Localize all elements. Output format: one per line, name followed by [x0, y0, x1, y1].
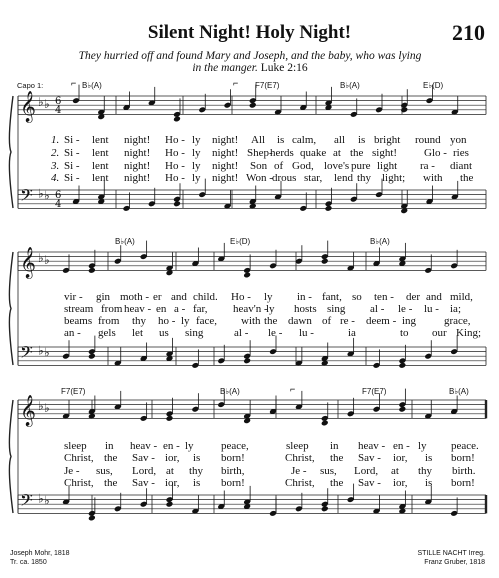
lyric-syllable: Christ, — [285, 452, 315, 464]
key-signature-flat: ♭ — [44, 188, 50, 203]
lyric-syllable: light; — [382, 172, 406, 184]
key-signature-flat: ♭ — [44, 493, 50, 508]
lyric-syllable: ior, — [165, 452, 180, 464]
lyric-syllable: born! — [221, 477, 245, 489]
verse-number: 3. — [51, 160, 60, 172]
lyric-syllable: en - — [393, 440, 410, 452]
chord-symbol: B♭(A) — [220, 387, 240, 396]
lyric-syllable: lu - — [299, 327, 314, 339]
lyric-syllable: Ho - — [165, 160, 185, 172]
lyric-syllable: the — [330, 452, 344, 464]
lyric-syllable: Glo - — [424, 147, 447, 159]
capo-label: Capo 1: — [17, 81, 44, 90]
lyric-syllable: in — [330, 440, 339, 452]
lyric-syllable: calm, — [292, 134, 317, 146]
lyric-syllable: at — [391, 465, 399, 477]
chord-symbol: F7(E7) — [255, 81, 280, 90]
lyric-syllable: night! — [212, 147, 239, 159]
lyric-syllable: night! — [212, 172, 239, 184]
credit-author-line2: Tr. ca. 1850 — [10, 559, 47, 566]
key-signature-flat: ♭ — [38, 343, 44, 358]
lyric-syllable: and — [426, 291, 442, 303]
lyric-syllable: light — [377, 160, 398, 172]
key-signature-flat: ♭ — [38, 398, 44, 413]
notehead — [88, 353, 96, 360]
lyric-syllable: our — [432, 327, 447, 339]
notehead — [88, 267, 96, 274]
lyric-syllable: Ho - — [165, 134, 185, 146]
lyric-syllable: en - — [163, 440, 180, 452]
lyric-syllable: fant, — [322, 291, 342, 303]
notehead — [88, 515, 96, 522]
lyric-syllable: born! — [451, 477, 475, 489]
notehead — [321, 420, 329, 427]
lyric-syllable: lent — [92, 172, 109, 184]
lyric-syllable: ly — [192, 147, 201, 159]
lyric-line — [0, 134, 499, 146]
lyric-syllable: Christ, — [64, 452, 94, 464]
notehead — [166, 501, 174, 508]
lyric-syllable: is — [425, 452, 433, 464]
lyric-syllable: sleep — [286, 440, 309, 452]
lyric-syllable: face, — [196, 315, 218, 327]
lyric-syllable: night! — [124, 147, 151, 159]
key-signature-flat: ♭ — [38, 491, 44, 506]
chord-symbol: B♭(A) — [82, 81, 102, 90]
lyric-syllable: Si - — [64, 160, 80, 172]
lyric-syllable: en — [156, 303, 167, 315]
lyric-syllable: heav - — [124, 303, 152, 315]
key-signature-flat: ♭ — [38, 94, 44, 109]
lyric-syllable: sleep — [64, 440, 87, 452]
chord-symbol: E♭(D) — [230, 237, 251, 246]
lyric-syllable: with — [241, 315, 261, 327]
lyric-syllable: us — [159, 327, 169, 339]
lyric-syllable: sight! — [372, 147, 398, 159]
lyric-syllable: star, — [304, 172, 323, 184]
lyric-syllable: lent — [92, 147, 109, 159]
lyric-syllable: lent — [92, 160, 109, 172]
lyric-syllable: is — [193, 452, 201, 464]
epigraph-line2: in the manger. — [192, 62, 258, 74]
credit-author — [10, 549, 70, 567]
lyric-syllable: the — [350, 147, 364, 159]
lyric-syllable: yon — [450, 134, 467, 146]
lyric-syllable: the — [330, 477, 344, 489]
lyric-syllable: beams — [64, 315, 93, 327]
lyric-syllable: Sav - — [132, 452, 155, 464]
lyric-syllable: ries — [453, 147, 469, 159]
lyric-line — [0, 465, 499, 477]
epigraph-line1: They hurried off and found Mary and Joseph, and the baby, who was lying — [78, 50, 422, 62]
lyric-syllable: thy — [418, 465, 433, 477]
lyric-syllable: a - — [174, 303, 186, 315]
lyric-line — [0, 172, 499, 184]
lyric-syllable: ly — [185, 440, 194, 452]
chord-symbol: E♭(D) — [423, 81, 444, 90]
lyric-syllable: thy — [189, 465, 204, 477]
notehead — [398, 362, 406, 369]
verse-number: 4. — [51, 172, 60, 184]
lyric-syllable: round — [415, 134, 441, 146]
lyric-syllable: ly — [192, 134, 201, 146]
lyric-syllable: Shep- — [247, 147, 273, 159]
lyric-syllable: hosts — [294, 303, 317, 315]
lyric-syllable: at — [333, 147, 341, 159]
lyric-syllable: peace. — [451, 440, 479, 452]
lyric-syllable: ior, — [165, 477, 180, 489]
notehead — [243, 357, 251, 364]
lyric-syllable: an - — [64, 327, 81, 339]
lyric-syllable: Je - — [291, 465, 307, 477]
lyric-syllable: of — [274, 160, 284, 172]
lyric-syllable: diant — [450, 160, 472, 172]
lyric-syllable: with — [423, 172, 443, 184]
lyric-syllable: deem - — [366, 315, 397, 327]
bass-clef: 𝄢 — [20, 342, 33, 366]
lyric-syllable: from — [98, 315, 120, 327]
lyric-syllable: Won - — [246, 172, 273, 184]
verse-number: 1. — [51, 134, 60, 146]
key-signature-flat: ♭ — [44, 345, 50, 360]
lyric-syllable: Ho - — [165, 147, 185, 159]
lyric-syllable: ia; — [450, 303, 461, 315]
lyric-syllable: and — [171, 291, 187, 303]
lyric-syllable: lu - — [424, 303, 439, 315]
lyric-syllable: vir - — [64, 291, 83, 303]
lyric-syllable: Sav - — [358, 452, 381, 464]
lyric-syllable: birth, — [221, 465, 245, 477]
chord-symbol: B♭(A) — [370, 237, 390, 246]
lyric-syllable: ly — [418, 440, 427, 452]
lyric-syllable: Christ, — [285, 477, 315, 489]
lyric-syllable: All — [251, 134, 266, 146]
lyric-syllable: sing — [185, 327, 204, 339]
notehead — [321, 258, 329, 265]
notehead — [173, 200, 181, 207]
lyric-syllable: herds — [270, 147, 294, 159]
lyric-syllable: ia — [348, 327, 356, 339]
lyric-line — [0, 452, 499, 464]
lyric-syllable: is — [277, 134, 285, 146]
epigraph-reference: Luke 2:16 — [260, 62, 308, 74]
hymn-title: Silent Night! Holy Night! — [147, 22, 352, 43]
chord-bracket: ⌐ — [290, 384, 296, 394]
key-signature-flat: ♭ — [44, 400, 50, 415]
chord-symbol: F7(E7) — [61, 387, 86, 396]
lyric-syllable: al - — [234, 327, 249, 339]
lyric-syllable: Ho - — [165, 172, 185, 184]
lyric-syllable: night! — [212, 134, 239, 146]
key-signature-flat: ♭ — [44, 96, 50, 111]
lyric-syllable: night! — [124, 134, 151, 146]
notehead — [166, 415, 174, 422]
lyric-line — [0, 160, 499, 172]
key-signature-flat: ♭ — [38, 250, 44, 265]
lyric-syllable: grace, — [444, 315, 471, 327]
lyric-syllable: le - — [268, 327, 283, 339]
lyric-syllable: al - — [370, 303, 385, 315]
credit-tune — [417, 549, 485, 567]
notehead — [243, 272, 251, 279]
notehead — [321, 505, 329, 512]
lyric-syllable: ly — [264, 291, 273, 303]
time-signature: 6 — [55, 190, 62, 201]
lyric-syllable: born! — [221, 452, 245, 464]
notehead — [325, 205, 333, 212]
lyric-syllable: in - — [297, 291, 312, 303]
lyric-syllable: ing — [402, 315, 417, 327]
lyric-syllable: Christ, — [64, 477, 94, 489]
lyric-syllable: Je - — [64, 465, 80, 477]
lyric-syllable: of — [322, 315, 332, 327]
lyric-syllable: far, — [193, 303, 208, 315]
lyric-syllable: bright — [374, 134, 401, 146]
lyric-syllable: ior, — [393, 477, 408, 489]
time-signature: 6 — [55, 96, 62, 107]
key-signature-flat: ♭ — [44, 252, 50, 267]
credit-author-line1: Joseph Mohr, 1818 — [10, 550, 70, 557]
lyric-syllable: der — [406, 291, 421, 303]
lyric-syllable: drous — [272, 172, 297, 184]
chord-bracket: ⌐ — [71, 78, 77, 88]
lyric-syllable: ly — [192, 160, 201, 172]
lyric-syllable: King; — [456, 327, 482, 339]
lyric-syllable: ior, — [393, 452, 408, 464]
credit-tune-line2: Franz Gruber, 1818 — [424, 559, 485, 566]
lyric-syllable: the — [460, 172, 474, 184]
lyric-syllable: thy — [357, 172, 372, 184]
lyric-syllable: God, — [292, 160, 314, 172]
chord-symbol: B♭(A) — [340, 81, 360, 90]
treble-clef: 𝄞 — [20, 247, 36, 278]
time-signature: 4 — [55, 199, 62, 210]
lyric-syllable: all — [334, 134, 345, 146]
lyric-syllable: ten - — [374, 291, 394, 303]
lyric-syllable: sing — [327, 303, 346, 315]
lyric-syllable: at — [166, 465, 174, 477]
lyric-syllable: le - — [398, 303, 413, 315]
lyric-syllable: thy — [132, 315, 147, 327]
lyric-syllable: lent — [92, 134, 109, 146]
lyric-line — [0, 477, 499, 489]
lyric-line — [0, 303, 499, 315]
lyric-syllable: Ho - — [231, 291, 251, 303]
lyric-syllable: is — [358, 134, 366, 146]
lyric-line — [0, 440, 499, 452]
credit-tune-line1: STILLE NACHT Irreg. — [417, 550, 485, 557]
notehead — [398, 406, 406, 413]
bass-clef: 𝄢 — [20, 185, 33, 209]
lyric-syllable: birth. — [452, 465, 476, 477]
lyric-syllable: child. — [193, 291, 218, 303]
lyric-syllable: er — [153, 291, 162, 303]
lyric-syllable: Sav - — [132, 477, 155, 489]
lyric-syllable: in — [105, 440, 114, 452]
lyric-syllable: is — [193, 477, 201, 489]
lyric-syllable: gin — [96, 291, 111, 303]
lyric-syllable: mild, — [450, 291, 473, 303]
treble-clef: 𝄞 — [20, 91, 36, 122]
hymn-number: 210 — [452, 20, 485, 45]
lyric-syllable: Son — [250, 160, 268, 172]
lyric-syllable: is — [425, 477, 433, 489]
lyric-syllable: quake — [300, 147, 327, 159]
lyric-line — [0, 147, 499, 159]
lyric-syllable: moth - — [120, 291, 150, 303]
lyric-line — [0, 315, 499, 327]
lyric-syllable: the — [104, 452, 118, 464]
notehead — [173, 116, 181, 123]
lyric-syllable: the — [264, 315, 278, 327]
lyric-syllable: ly — [266, 303, 275, 315]
lyric-syllable: peace, — [221, 440, 249, 452]
lyric-syllable: stream — [64, 303, 94, 315]
lyric-syllable: Si - — [64, 147, 80, 159]
lyric-syllable: love's — [324, 160, 350, 172]
lyric-syllable: lend — [334, 172, 353, 184]
chord-symbol: F7(E7) — [362, 387, 387, 396]
lyric-syllable: ly — [192, 172, 201, 184]
lyric-syllable: ra - — [420, 160, 435, 172]
lyric-syllable: so — [352, 291, 362, 303]
lyric-syllable: ho - — [158, 315, 176, 327]
notehead — [249, 102, 257, 109]
lyric-syllable: night! — [124, 172, 151, 184]
lyric-syllable: sus, — [96, 465, 113, 477]
time-signature: 4 — [55, 105, 62, 116]
lyric-syllable: night! — [124, 160, 151, 172]
lyric-syllable: pure — [351, 160, 371, 172]
lyric-syllable: let — [132, 327, 143, 339]
lyric-syllable: to — [400, 327, 409, 339]
lyric-syllable: heav - — [130, 440, 158, 452]
lyric-syllable: night! — [212, 160, 239, 172]
lyric-syllable: heav - — [358, 440, 386, 452]
lyric-syllable: sus, — [320, 465, 337, 477]
lyric-syllable: from — [101, 303, 123, 315]
chord-bracket: ⌐ — [233, 78, 239, 88]
key-signature-flat: ♭ — [38, 186, 44, 201]
lyric-syllable: Si - — [64, 134, 80, 146]
lyric-syllable: gels — [98, 327, 116, 339]
lyric-syllable: born! — [451, 452, 475, 464]
lyric-syllable: re - — [340, 315, 355, 327]
verse-number: 2. — [51, 147, 60, 159]
lyric-syllable: Si - — [64, 172, 80, 184]
bass-clef: 𝄢 — [20, 490, 33, 514]
lyric-syllable: Sav - — [358, 477, 381, 489]
lyric-line — [0, 327, 499, 339]
treble-clef: 𝄞 — [20, 395, 36, 426]
lyric-syllable: heav'n - — [233, 303, 268, 315]
chord-symbol: B♭(A) — [449, 387, 469, 396]
chord-symbol: B♭(A) — [115, 237, 135, 246]
lyric-syllable: Lord, — [132, 465, 157, 477]
lyric-syllable: Lord, — [354, 465, 379, 477]
notehead — [400, 106, 408, 113]
lyric-line — [0, 291, 499, 303]
lyric-syllable: dawn — [288, 315, 312, 327]
lyric-syllable: ly — [181, 315, 190, 327]
lyric-syllable: the — [104, 477, 118, 489]
